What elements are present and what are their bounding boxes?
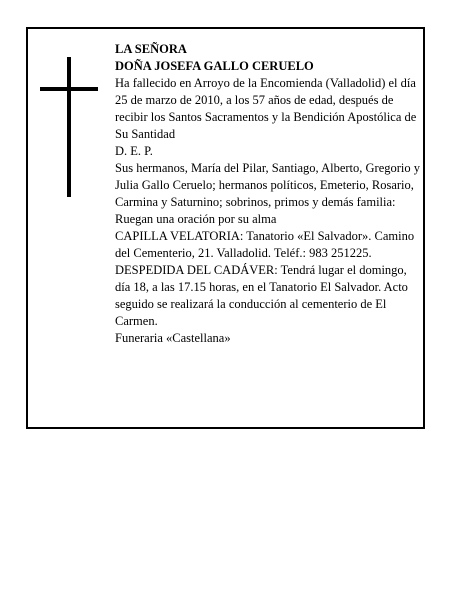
cross-icon xyxy=(40,57,98,197)
funeral-home: Funeraria «Castellana» xyxy=(115,331,231,345)
cross-horizontal-bar xyxy=(40,87,98,91)
deceased-name: DOÑA JOSEFA GALLO CERUELO xyxy=(115,59,314,73)
family-list: Sus hermanos, María del Pilar, Santiago, Alberto, Gregorio y Julia Gallo Ceruelo; hermanos políticos, Emeterio, Rosario, Carmina y Saturnino; sobrinos, primos y demás familia: xyxy=(115,161,420,209)
farewell-info: DESPEDIDA DEL CADÁVER: Tendrá lugar el domingo, día 18, a las 17.15 horas, en el Tanatorio El Salvador. Acto seguido se realizará la conducción al cementerio de El Carmen. xyxy=(115,263,408,328)
prayer-request: Ruegan una oración por su alma xyxy=(115,212,277,226)
obituary-text xyxy=(115,41,421,347)
death-announcement: Ha fallecido en Arroyo de la Encomienda (Valladolid) el día 25 de marzo de 2010, a los 57 años de edad, después de recibir los Santos Sacramentos y la Bendición Apostólica de Su Santidad xyxy=(115,76,417,141)
cross-vertical-bar xyxy=(67,57,71,197)
dep-line: D. E. P. xyxy=(115,144,153,158)
chapel-info: CAPILLA VELATORIA: Tanatorio «El Salvador». Camino del Cementerio, 21. Valladolid. Teléf.: 983 251225. xyxy=(115,229,415,260)
obituary-notice xyxy=(26,27,425,429)
notice-title: LA SEÑORA xyxy=(115,42,187,56)
